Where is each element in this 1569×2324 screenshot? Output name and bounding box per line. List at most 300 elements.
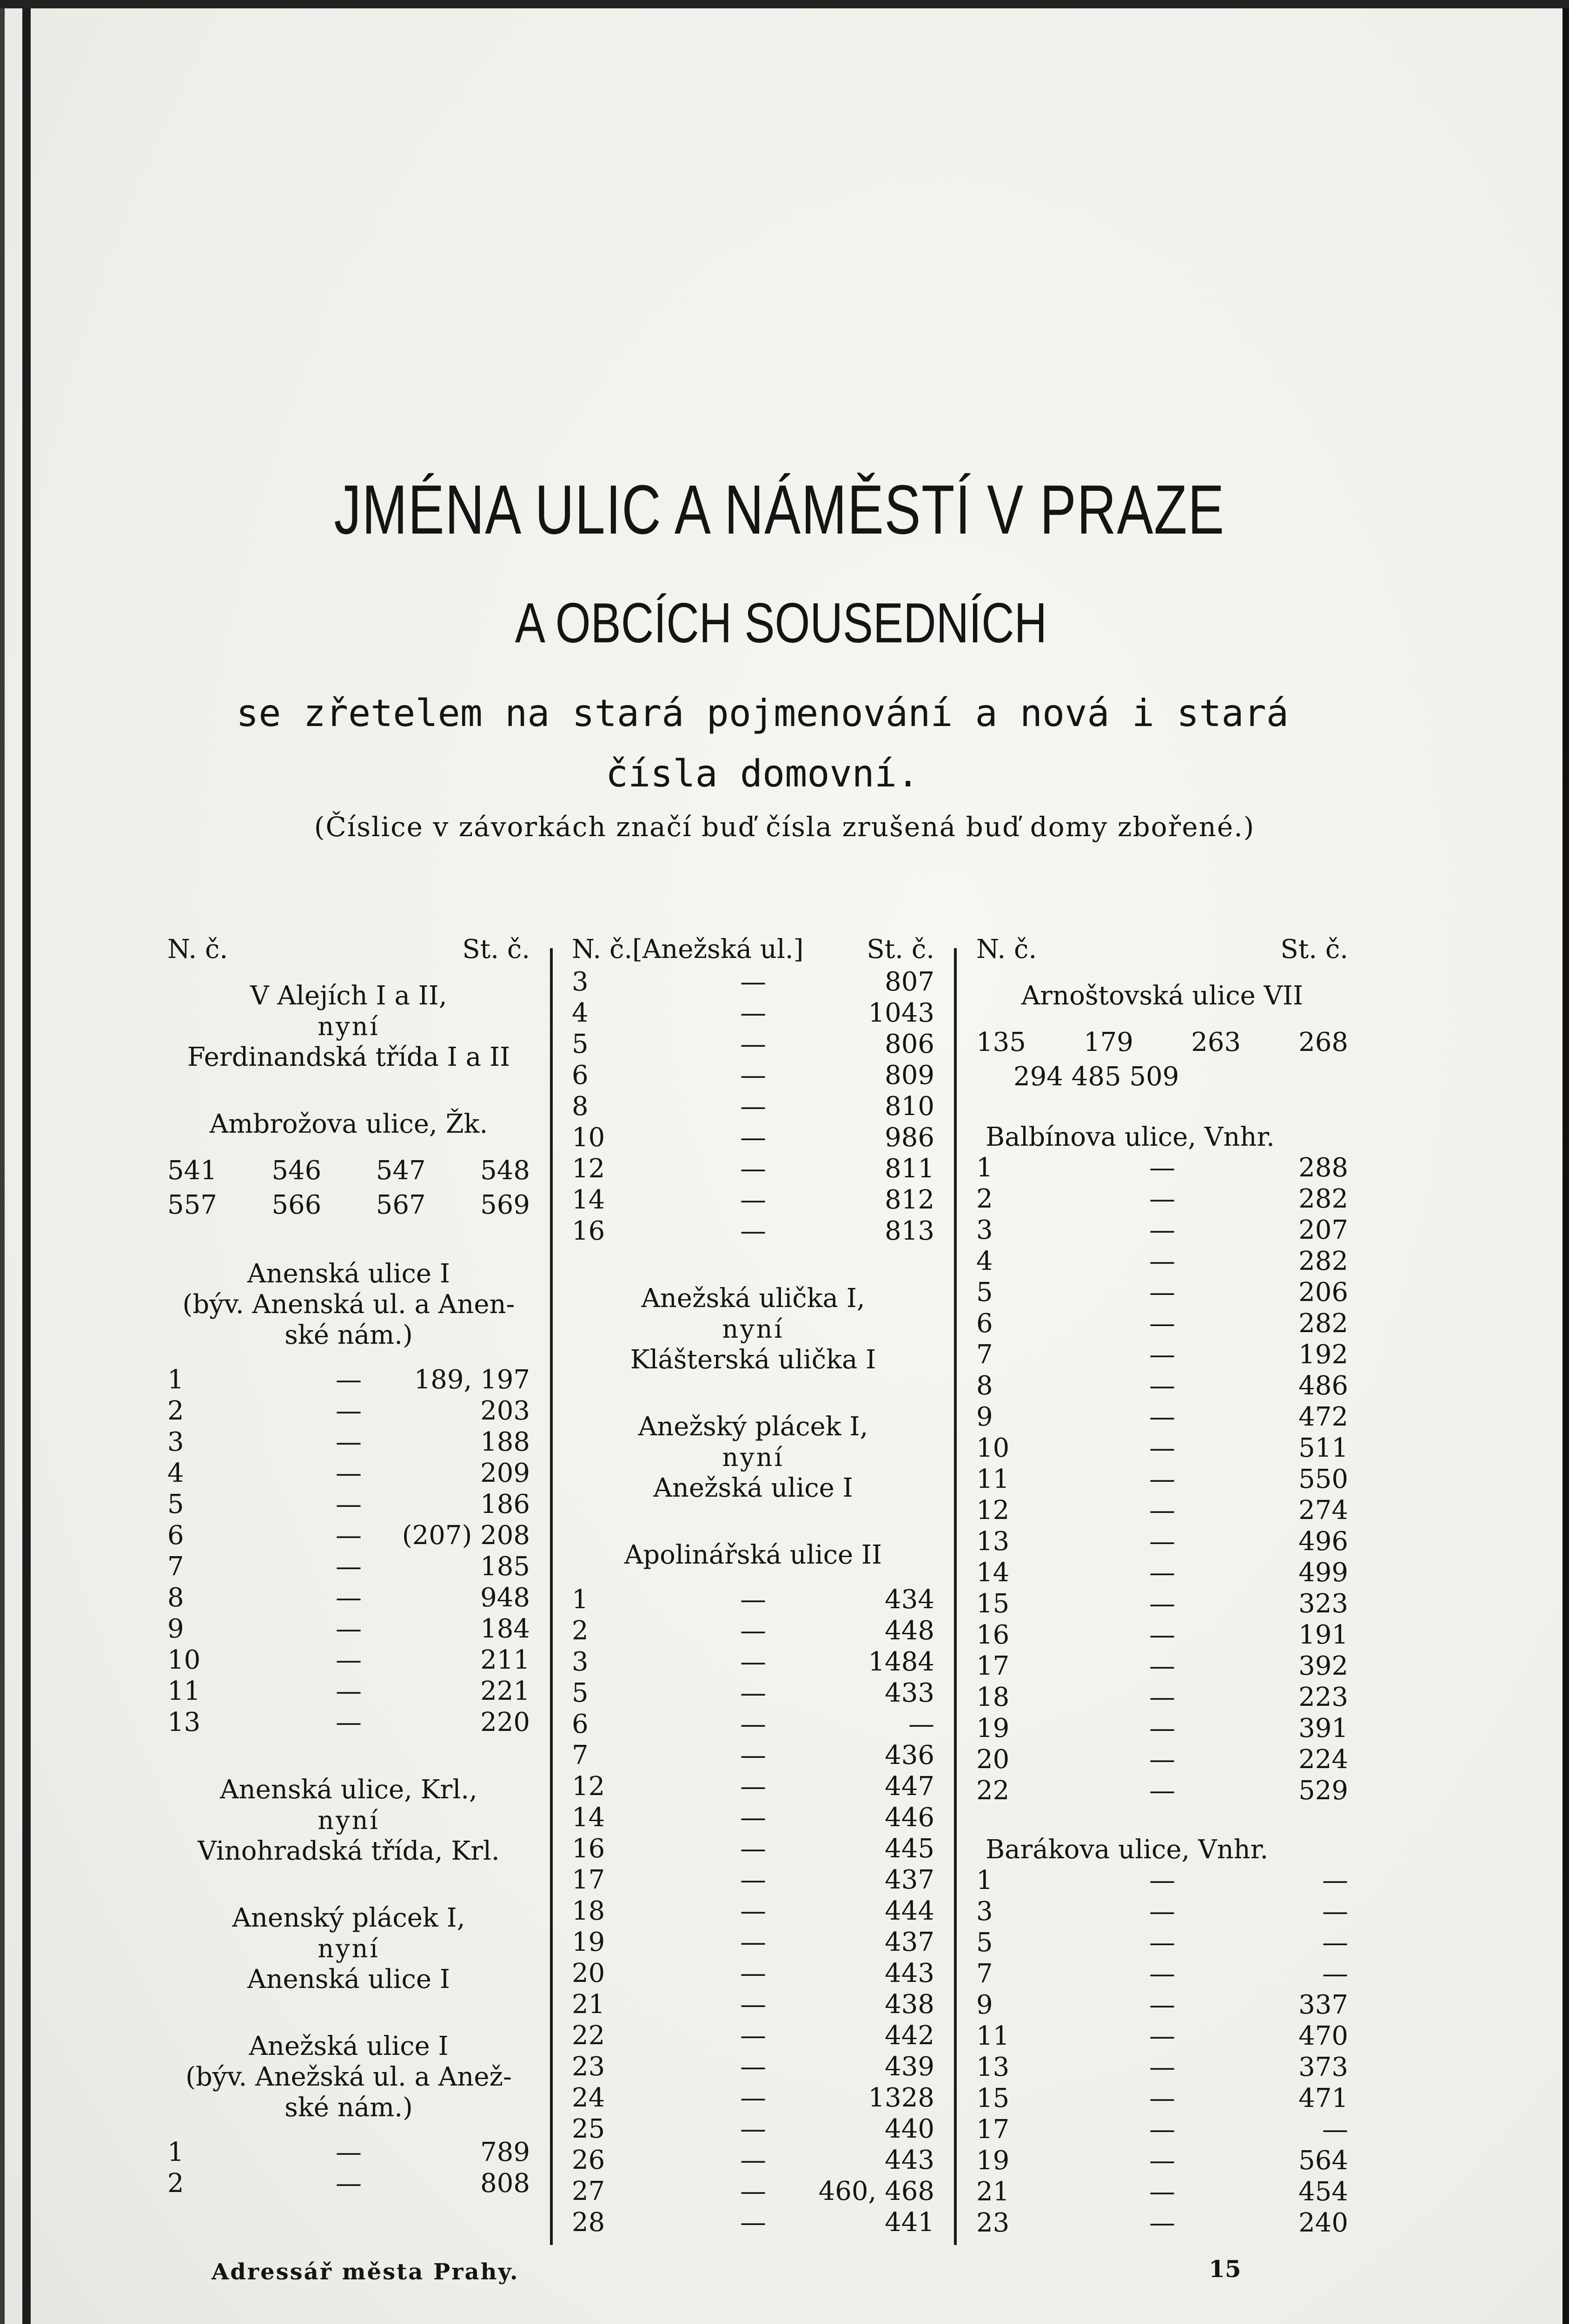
old-number: 282 — [1298, 1184, 1348, 1214]
new-number: 7 — [976, 1340, 993, 1370]
house-row — [976, 1776, 1348, 1807]
house-row — [167, 1458, 530, 1489]
new-number: 28 — [572, 2207, 605, 2238]
old-number: 447 — [885, 1771, 934, 1802]
page-edge-left-outer — [0, 0, 5, 2324]
old-number: 282 — [1298, 1246, 1348, 1276]
new-number: 14 — [572, 1185, 605, 1215]
new-number: 6 — [572, 1060, 589, 1090]
new-number: 10 — [572, 1122, 605, 1153]
dash: — — [740, 1678, 766, 1708]
new-number: 4 — [976, 1246, 993, 1276]
house-table — [572, 1585, 934, 2238]
new-street-name: Anenská ulice I — [247, 1964, 450, 1994]
dash: — — [336, 2137, 362, 2167]
dash: — — [740, 2114, 766, 2144]
dash: — — [336, 1676, 362, 1706]
street-name: Anežský plácek I, — [638, 1412, 868, 1442]
old-number: 185 — [480, 1552, 530, 1582]
new-number: 21 — [976, 2177, 1010, 2207]
old-number: 438 — [885, 1989, 934, 2020]
old-number: 437 — [885, 1865, 934, 1895]
header-new-number: N. č. — [976, 934, 1037, 964]
new-number: 20 — [976, 1744, 1010, 1775]
new-number: 2 — [976, 1184, 993, 1214]
house-row — [572, 1122, 934, 1154]
old-number: 789 — [480, 2137, 530, 2167]
house-row — [976, 1558, 1348, 1589]
old-number: 471 — [1298, 2083, 1348, 2113]
new-number: 24 — [572, 2083, 605, 2113]
house-row — [976, 1589, 1348, 1620]
house-row — [572, 1896, 934, 1927]
old-number: 441 — [885, 2207, 934, 2238]
house-row — [167, 2137, 530, 2168]
new-number: 14 — [572, 1802, 605, 1833]
new-number: 11 — [976, 1464, 1010, 1494]
house-row — [572, 2207, 934, 2238]
house-row — [976, 1464, 1348, 1495]
house-row — [976, 1959, 1348, 1990]
house-table — [976, 1865, 1348, 2239]
old-number: 391 — [1298, 1713, 1348, 1743]
house-row — [572, 2145, 934, 2176]
house-row — [976, 1865, 1348, 1896]
old-number: 807 — [885, 967, 934, 997]
street-entry — [572, 1412, 934, 1504]
dash: — — [740, 1616, 766, 1646]
house-row — [167, 1645, 530, 1676]
new-number: 5 — [976, 1277, 993, 1307]
old-number: 948 — [480, 1583, 530, 1613]
dash: — — [1149, 2052, 1175, 2082]
dash: — — [740, 998, 766, 1028]
old-number: — — [1322, 1896, 1348, 1927]
house-row — [976, 1402, 1348, 1433]
new-number: 2 — [167, 1396, 184, 1426]
house-row — [167, 1489, 530, 1520]
old-number: 191 — [1298, 1620, 1348, 1650]
new-number: 11 — [976, 2021, 1010, 2051]
now-label: nyní — [722, 1443, 784, 1472]
house-row — [976, 1371, 1348, 1402]
house-row — [572, 2114, 934, 2145]
new-number: 22 — [572, 2020, 605, 2051]
house-row — [572, 2052, 934, 2083]
dash: — — [1149, 1308, 1175, 1339]
old-number: 529 — [1298, 1776, 1348, 1806]
old-number: 1328 — [868, 2083, 934, 2113]
header-new-number: N. č. — [167, 934, 228, 964]
house-number-list: 541 546 547 548 — [167, 1155, 530, 1186]
old-number: 472 — [1298, 1402, 1348, 1432]
old-number: 192 — [1298, 1340, 1348, 1370]
house-row — [976, 1744, 1348, 1776]
dash: — — [740, 2176, 766, 2206]
dash: — — [1149, 1713, 1175, 1743]
new-number: 19 — [572, 1927, 605, 1957]
dash: — — [1149, 1433, 1175, 1463]
column-1 — [167, 934, 530, 2245]
house-row — [167, 1583, 530, 1614]
header-old-number: St. č. — [867, 934, 934, 964]
dash: — — [1149, 1928, 1175, 1958]
house-row — [976, 1153, 1348, 1184]
former-name: ské nám.) — [285, 2093, 413, 2123]
new-number: 16 — [976, 1620, 1010, 1650]
street-heading: Ambrožova ulice, Žk. — [209, 1109, 488, 1139]
house-row — [976, 1308, 1348, 1340]
column-header — [572, 934, 934, 967]
old-number: 440 — [885, 2114, 934, 2144]
house-number-list: 135 179 263 268 — [976, 1027, 1348, 1057]
old-number: 443 — [885, 2145, 934, 2175]
new-number: 18 — [572, 1896, 605, 1926]
dash: — — [1149, 1526, 1175, 1557]
new-number: 15 — [976, 1589, 1010, 1619]
new-number: 7 — [976, 1959, 993, 1989]
old-number: 986 — [885, 1122, 934, 1153]
street-entry — [167, 1775, 530, 1867]
former-name: ské nám.) — [285, 1320, 413, 1350]
house-row — [167, 1676, 530, 1707]
house-number-list: 294 485 509 — [1013, 1062, 1179, 1092]
dash: — — [740, 1834, 766, 1864]
new-number: 23 — [572, 2052, 605, 2082]
house-row — [572, 1060, 934, 1091]
new-number: 8 — [572, 1091, 589, 1122]
new-number: 23 — [976, 2208, 1010, 2238]
new-number: 3 — [976, 1215, 993, 1245]
dash: — — [740, 1709, 766, 1739]
house-row — [976, 1990, 1348, 2021]
new-number: 2 — [167, 2168, 184, 2199]
new-number: 5 — [572, 1029, 589, 1059]
house-row — [572, 1647, 934, 1678]
new-number: 3 — [572, 967, 589, 997]
new-number: 10 — [167, 1645, 201, 1675]
dash: — — [740, 1771, 766, 1802]
house-row — [572, 1216, 934, 1247]
old-number: 809 — [885, 1060, 934, 1090]
dash: — — [1149, 1215, 1175, 1245]
street-entry — [572, 1283, 934, 1375]
dash: — — [1149, 1464, 1175, 1494]
new-number: 14 — [976, 1558, 1010, 1588]
new-number: 15 — [976, 2083, 1010, 2113]
house-row — [976, 1184, 1348, 1215]
dash: — — [740, 1060, 766, 1090]
old-number: 1043 — [868, 998, 934, 1028]
old-number: 337 — [1298, 1990, 1348, 2020]
house-row — [572, 1616, 934, 1647]
old-number: 564 — [1298, 2146, 1348, 2176]
new-number: 13 — [976, 2052, 1010, 2082]
house-row — [572, 1678, 934, 1709]
new-number: 7 — [167, 1552, 184, 1582]
old-number: 373 — [1298, 2052, 1348, 2082]
street-name: Anenská ulice I — [247, 1259, 450, 1289]
dash: — — [1149, 1620, 1175, 1650]
page-title: JMÉNA ULIC A NÁMĚSTÍ V PRAZE — [334, 470, 1225, 548]
now-label: nyní — [318, 1012, 380, 1041]
house-row — [167, 1427, 530, 1458]
dash: — — [1149, 2021, 1175, 2051]
house-row — [572, 1091, 934, 1122]
new-number: 1 — [572, 1585, 589, 1615]
new-number: 3 — [976, 1896, 993, 1927]
former-name: (býv. Anenská ul. a Anen- — [182, 1289, 515, 1320]
new-street-name: Vinohradská třída, Krl. — [198, 1836, 500, 1866]
house-row — [167, 1520, 530, 1552]
house-row — [976, 1713, 1348, 1744]
house-row — [572, 1185, 934, 1216]
new-number: 20 — [572, 1958, 605, 1988]
old-number: 186 — [480, 1489, 530, 1519]
house-row — [572, 2176, 934, 2207]
description — [153, 683, 1371, 804]
house-row — [572, 1989, 934, 2020]
old-number: 1484 — [868, 1647, 934, 1677]
old-number: 813 — [885, 1216, 934, 1246]
old-number: 496 — [1298, 1526, 1348, 1557]
dash: — — [1149, 1589, 1175, 1619]
dash: — — [1149, 1402, 1175, 1432]
house-table — [167, 2137, 530, 2199]
header-continued-street: [Anežská ul.] — [632, 934, 804, 964]
footer-publication: Adressář města Prahy. — [212, 2259, 519, 2285]
house-row — [572, 1740, 934, 1771]
dash: — — [740, 1802, 766, 1833]
house-row — [572, 2020, 934, 2052]
dash: — — [740, 2083, 766, 2113]
street-heading — [167, 2031, 530, 2123]
old-number: 437 — [885, 1927, 934, 1957]
house-row — [976, 1896, 1348, 1928]
house-row — [976, 2114, 1348, 2146]
old-number: 209 — [480, 1458, 530, 1488]
old-number: 486 — [1298, 1371, 1348, 1401]
old-number: 448 — [885, 1616, 934, 1646]
street-entry — [167, 981, 530, 1073]
old-number: — — [1322, 1865, 1348, 1895]
new-number: 8 — [976, 1371, 993, 1401]
house-row — [572, 1771, 934, 1802]
new-number: 5 — [976, 1928, 993, 1958]
street-heading: Barákova ulice, Vnhr. — [986, 1835, 1269, 1865]
dash: — — [336, 2168, 362, 2199]
old-number: 223 — [1298, 1682, 1348, 1712]
old-number: 550 — [1298, 1464, 1348, 1494]
new-street-name: Klášterská ulička I — [630, 1345, 876, 1375]
house-row — [572, 1927, 934, 1958]
house-row — [572, 998, 934, 1029]
new-number: 7 — [572, 1740, 589, 1770]
new-number: 10 — [976, 1433, 1010, 1463]
dash: — — [1149, 1896, 1175, 1927]
new-street-name: Ferdinandská třída I a II — [187, 1042, 510, 1072]
old-number: 203 — [480, 1396, 530, 1426]
house-row — [976, 2208, 1348, 2239]
old-number: 211 — [480, 1645, 530, 1675]
house-row — [976, 1433, 1348, 1464]
house-row — [572, 1585, 934, 1616]
new-number: 12 — [976, 1495, 1010, 1525]
dash: — — [740, 2145, 766, 2175]
page-subtitle: A OBCÍCH SOUSEDNÍCH — [515, 591, 1047, 654]
old-number: 392 — [1298, 1651, 1348, 1681]
dash: — — [740, 1216, 766, 1246]
old-number: 433 — [885, 1678, 934, 1708]
dash: — — [1149, 1371, 1175, 1401]
page-number: 15 — [1209, 2255, 1241, 2283]
dash: — — [1149, 2177, 1175, 2207]
new-number: 1 — [976, 1153, 993, 1183]
new-number: 21 — [572, 1989, 605, 2020]
old-number: 206 — [1298, 1277, 1348, 1307]
dash: — — [1149, 1558, 1175, 1588]
old-number: 444 — [885, 1896, 934, 1926]
new-number: 11 — [167, 1676, 201, 1706]
page-edge-left — [22, 0, 31, 2324]
new-number: 9 — [167, 1614, 184, 1644]
dash: — — [1149, 2083, 1175, 2113]
dash: — — [336, 1583, 362, 1613]
dash: — — [1149, 1246, 1175, 1276]
old-number: 460, 468 — [818, 2176, 934, 2206]
house-row — [572, 1865, 934, 1896]
column-divider — [550, 948, 553, 2245]
dash: — — [740, 1185, 766, 1215]
dash: — — [740, 1927, 766, 1957]
new-number: 22 — [976, 1776, 1010, 1806]
old-number: 434 — [885, 1585, 934, 1615]
note: (Číslice v závorkách značí buď čísla zrušená buď domy zbořené.) — [314, 811, 1255, 843]
header-old-number: St. č. — [462, 934, 530, 964]
house-row — [167, 1707, 530, 1738]
old-number: 446 — [885, 1802, 934, 1833]
old-number: — — [1322, 1928, 1348, 1958]
dash: — — [1149, 1959, 1175, 1989]
old-number: 288 — [1298, 1153, 1348, 1183]
old-number: 445 — [885, 1834, 934, 1864]
new-number: 18 — [976, 1682, 1010, 1712]
dash: — — [740, 1029, 766, 1059]
new-number: 26 — [572, 2145, 605, 2175]
house-row — [572, 1802, 934, 1834]
old-number: 511 — [1298, 1433, 1348, 1463]
old-number: 221 — [480, 1676, 530, 1706]
house-row — [167, 1552, 530, 1583]
house-row — [976, 2146, 1348, 2177]
header-new-number: N. č. — [572, 934, 633, 964]
new-number: 12 — [572, 1154, 605, 1184]
dash: — — [1149, 2114, 1175, 2145]
house-row — [572, 967, 934, 998]
new-number: 16 — [572, 1216, 605, 1246]
new-number: 25 — [572, 2114, 605, 2144]
street-heading: Arnoštovská ulice VII — [1021, 981, 1304, 1011]
page-edge-right — [1562, 0, 1569, 2324]
dash: — — [336, 1707, 362, 1737]
house-row — [976, 1340, 1348, 1371]
street-name: V Alejích I a II, — [250, 981, 447, 1011]
old-number: — — [1322, 1959, 1348, 1989]
old-number: 443 — [885, 1958, 934, 1988]
old-number: 189, 197 — [414, 1365, 530, 1395]
dash: — — [740, 967, 766, 997]
dash: — — [1149, 1153, 1175, 1183]
house-row — [976, 1495, 1348, 1526]
header-old-number: St. č. — [1280, 934, 1348, 964]
old-number: 207 — [1298, 1215, 1348, 1245]
house-row — [572, 1154, 934, 1185]
old-number: 323 — [1298, 1589, 1348, 1619]
new-number: 12 — [572, 1771, 605, 1802]
old-number: 812 — [885, 1185, 934, 1215]
dash: — — [1149, 1651, 1175, 1681]
street-name: Anežská ulice I — [249, 2031, 449, 2061]
old-number: — — [1322, 2114, 1348, 2145]
house-table — [976, 1153, 1348, 1807]
now-label: nyní — [318, 1934, 380, 1963]
description-line-2: čísla domovní. — [605, 752, 920, 795]
street-heading: Balbínova ulice, Vnhr. — [986, 1122, 1275, 1152]
dash: — — [1149, 1682, 1175, 1712]
dash: — — [336, 1489, 362, 1519]
dash: — — [336, 1396, 362, 1426]
dash: — — [336, 1427, 362, 1457]
old-number: 499 — [1298, 1558, 1348, 1588]
street-name: Anežská ulička I, — [641, 1283, 865, 1314]
house-row — [976, 2083, 1348, 2114]
new-number: 27 — [572, 2176, 605, 2206]
dash: — — [1149, 1340, 1175, 1370]
new-number: 17 — [976, 1651, 1010, 1681]
dash: — — [336, 1520, 362, 1551]
new-number: 6 — [167, 1520, 184, 1551]
new-number: 6 — [976, 1308, 993, 1339]
house-row — [976, 1526, 1348, 1558]
old-number: — — [908, 1709, 934, 1739]
new-number: 1 — [167, 1365, 184, 1395]
dash: — — [740, 2052, 766, 2082]
old-number: (207) 208 — [402, 1520, 530, 1551]
street-heading — [167, 1259, 530, 1351]
street-name: Anenský plácek I, — [232, 1903, 465, 1933]
dash: — — [740, 1122, 766, 1153]
street-name: Anenská ulice, Krl., — [220, 1775, 477, 1805]
new-number: 3 — [167, 1427, 184, 1457]
new-number: 9 — [976, 1402, 993, 1432]
new-number: 5 — [167, 1489, 184, 1519]
old-number: 454 — [1298, 2177, 1348, 2207]
dash: — — [336, 1645, 362, 1675]
street-entry — [167, 1903, 530, 1995]
dash: — — [1149, 1277, 1175, 1307]
house-row — [976, 1215, 1348, 1246]
old-number: 470 — [1298, 2021, 1348, 2051]
dash: — — [1149, 1990, 1175, 2020]
column-2 — [572, 934, 934, 2245]
house-row — [976, 2021, 1348, 2052]
old-number: 806 — [885, 1029, 934, 1059]
house-row — [167, 1614, 530, 1645]
old-number: 810 — [885, 1091, 934, 1122]
dash: — — [740, 1091, 766, 1122]
new-number: 1 — [976, 1865, 993, 1895]
dash: — — [740, 1958, 766, 1988]
